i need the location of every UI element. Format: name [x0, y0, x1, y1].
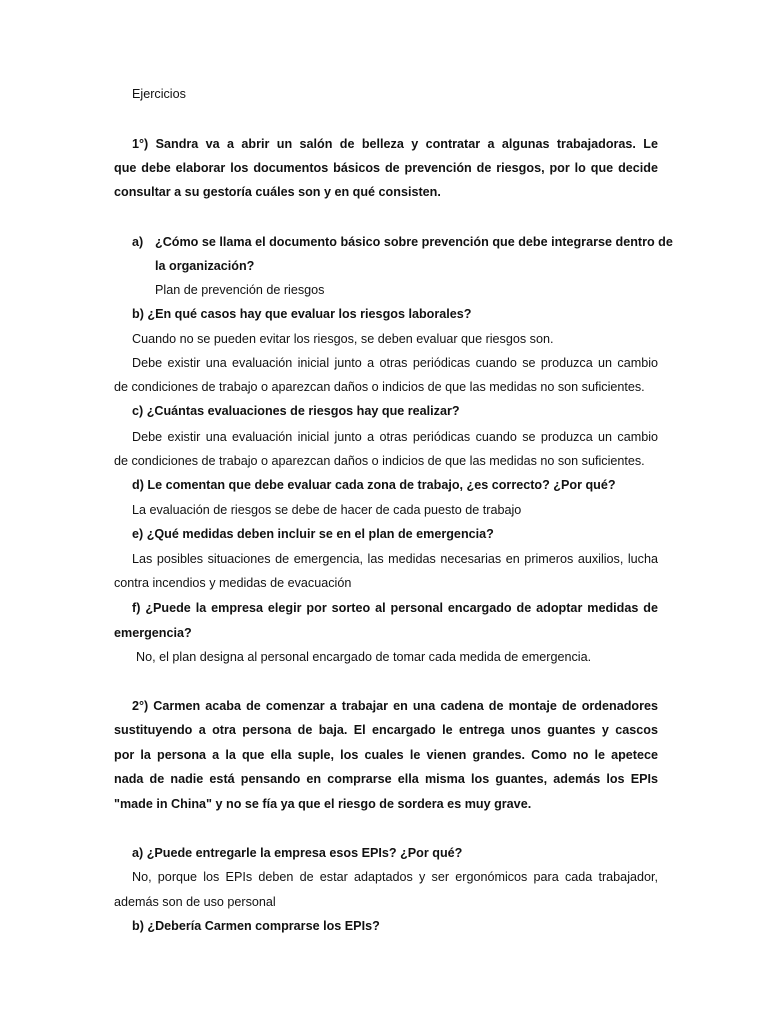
- question-e: e) ¿Qué medidas deben incluir se en el plan de emergencia?: [132, 527, 494, 541]
- exercise-2-question-b: b) ¿Debería Carmen comprarse los EPIs?: [132, 919, 380, 933]
- exercise-2-answer-a-line-2: además son de uso personal: [114, 895, 276, 909]
- answer-a: Plan de prevención de riesgos: [155, 283, 325, 297]
- answer-b-line-1: Cuando no se pueden evitar los riesgos, se deben evaluar que riesgos son.: [132, 332, 554, 346]
- answer-e-line-1: Las posibles situaciones de emergencia, las medidas necesarias en primeros auxilios, lucha: [132, 552, 658, 566]
- answer-e-line-2: contra incendios y medidas de evacuación: [114, 576, 352, 590]
- question-f-line-1: f) ¿Puede la empresa elegir por sorteo al personal encargado de adoptar medidas de: [132, 601, 658, 615]
- question-b: b) ¿En qué casos hay que evaluar los riesgos laborales?: [132, 307, 472, 321]
- answer-b-line-2: Debe existir una evaluación inicial junto a otras periódicas cuando se produzca un cambio: [132, 356, 658, 370]
- exercise-2-intro-line-2: sustituyendo a otra persona de baja. El encargado le entrega unos guantes y cascos: [114, 723, 658, 737]
- question-a-line-1: ¿Cómo se llama el documento básico sobre prevención que debe integrarse dentro de: [155, 235, 673, 249]
- exercise-2-intro-line-4: nada de nadie está pensando en comprarse ella misma los guantes, además los EPIs: [114, 772, 658, 786]
- question-a-line-2: la organización?: [155, 259, 255, 273]
- exercise-2-intro-line-1: 2°) Carmen acaba de comenzar a trabajar en una cadena de montaje de ordenadores: [132, 699, 658, 713]
- exercise-2-intro-line-5: "made in China" y no se fía ya que el riesgo de sordera es muy grave.: [114, 797, 532, 811]
- answer-f: No, el plan designa al personal encargado de tomar cada medida de emergencia.: [136, 650, 592, 664]
- question-c: c) ¿Cuántas evaluaciones de riesgos hay que realizar?: [132, 404, 460, 418]
- question-a-label: a): [132, 235, 144, 249]
- exercise-2-answer-a-line-1: No, porque los EPIs deben de estar adaptados y ser ergonómicos para cada trabajador,: [132, 870, 658, 884]
- answer-d: La evaluación de riesgos se debe de hacer de cada puesto de trabajo: [132, 503, 522, 517]
- answer-b-line-3: de condiciones de trabajo o aparezcan daños o indicios de que las medidas no son suficientes.: [114, 380, 645, 394]
- answer-c-line-2: de condiciones de trabajo o aparezcan daños o indicios de que las medidas no son suficientes.: [114, 454, 645, 468]
- exercise-1-intro-line-3: consultar a su gestoría cuáles son y en qué consisten.: [114, 185, 441, 199]
- exercise-1-intro-line-1: 1°) Sandra va a abrir un salón de belleza y contratar a algunas trabajadoras. Le: [132, 137, 658, 151]
- question-f-line-2: emergencia?: [114, 626, 192, 640]
- exercise-1-intro-line-2: que debe elaborar los documentos básicos de prevención de riesgos, por lo que decide: [114, 161, 658, 175]
- question-d: d) Le comentan que debe evaluar cada zona de trabajo, ¿es correcto? ¿Por qué?: [132, 478, 616, 492]
- exercise-2-question-a: a) ¿Puede entregarle la empresa esos EPIs? ¿Por qué?: [132, 846, 463, 860]
- document-title: Ejercicios: [132, 87, 186, 101]
- answer-c-line-1: Debe existir una evaluación inicial junto a otras periódicas cuando se produzca un cambio: [132, 430, 658, 444]
- exercise-2-intro-line-3: por la persona a la que ella suple, los cuales le vienen grandes. Como no le apetece: [114, 748, 658, 762]
